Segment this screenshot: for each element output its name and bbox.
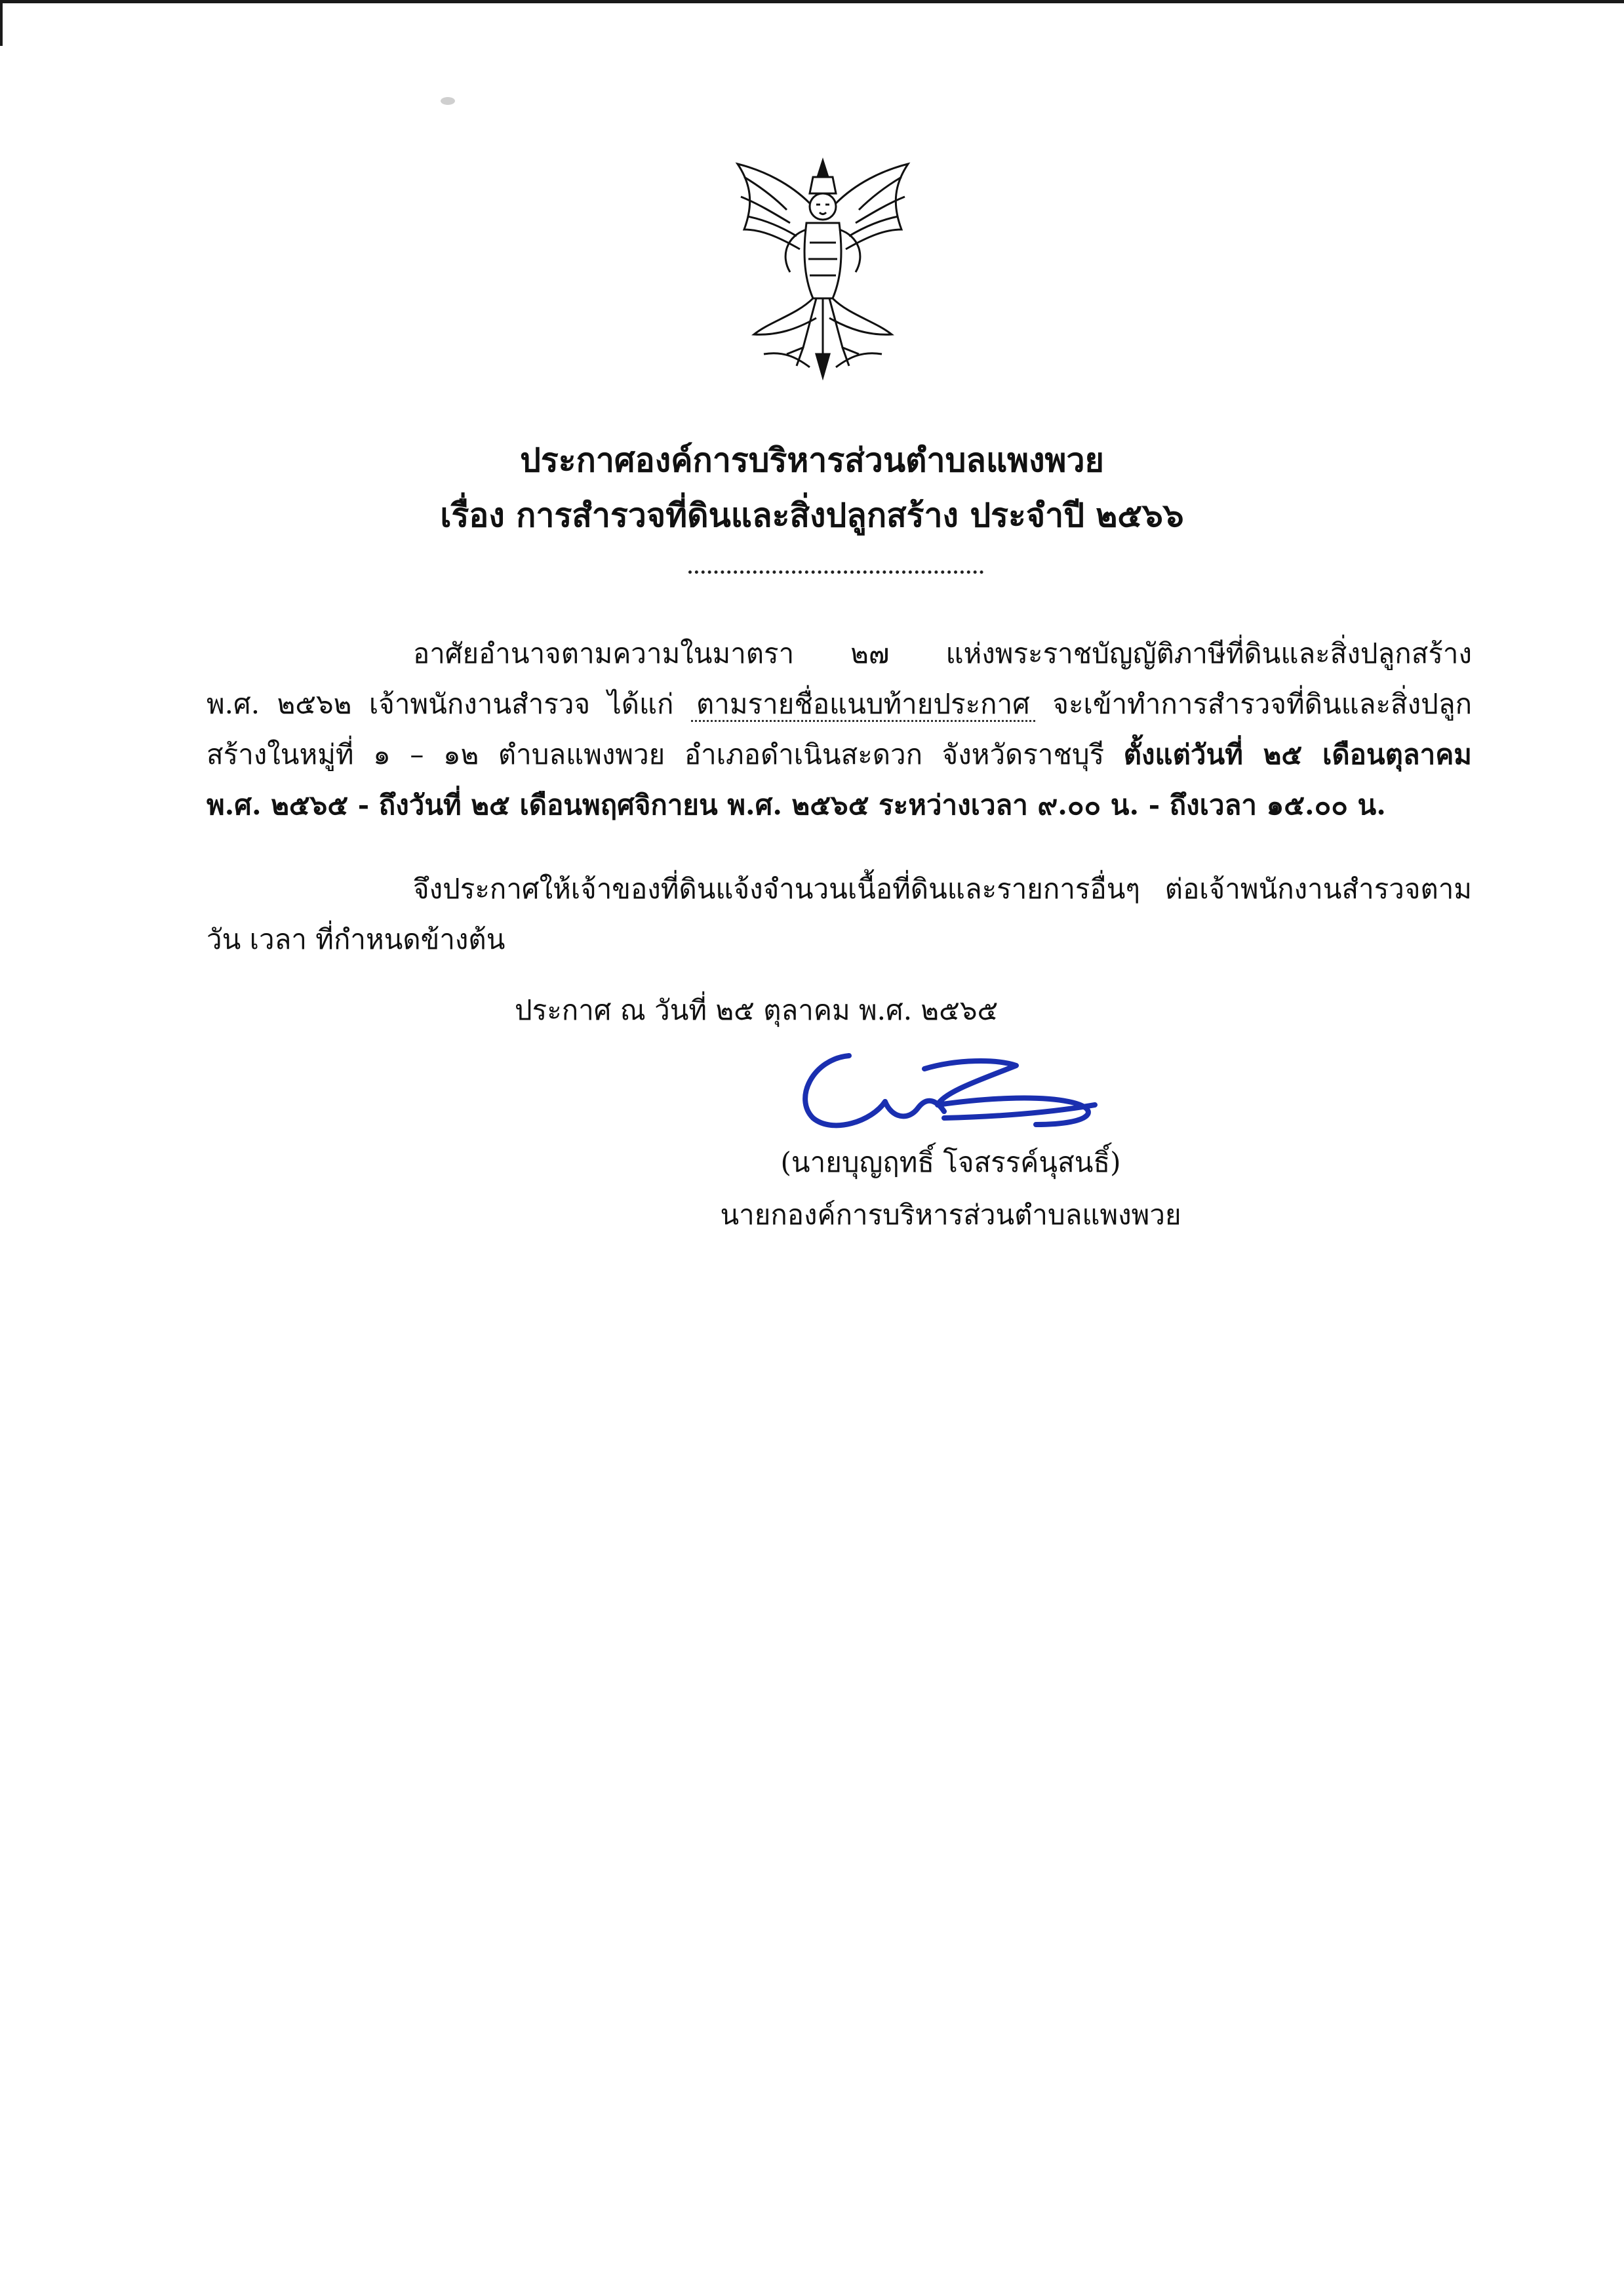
paragraph-authority <box>207 628 1472 830</box>
paragraph-line <box>207 679 1472 729</box>
garuda-emblem-icon <box>724 157 921 380</box>
paragraph-line <box>207 729 1472 780</box>
paragraph-line: วัน เวลา ที่กำหนดข้างต้น <box>207 923 505 955</box>
signer-name: (นายบุญฤทธิ์ โจสรรค์นุสนธิ์) <box>780 1146 1121 1178</box>
scan-edge-top <box>0 0 1624 3</box>
surveyor-fill-in: ตามรายชื่อแนบท้ายประกาศ <box>691 688 1035 722</box>
survey-period: พ.ศ. ๒๕๖๕ - ถึงวันที่ ๒๕ เดือนพฤศจิกายน พ.ศ. ๒๕๖๕ ระหว่างเวลา ๙.๐๐ น. - ถึงเวลา ๑๕.๐๐ น. <box>207 789 1386 821</box>
signature-image <box>787 1039 1167 1138</box>
signer-position: นายกองค์การบริหารส่วนตำบลแพงพวย <box>720 1199 1181 1231</box>
paragraph-line: อาศัยอำนาจตามความในมาตรา ๒๗ แห่งพระราชบัญญัติภาษีที่ดินและสิ่งปลูกสร้าง <box>413 637 1472 669</box>
heading-separator <box>688 564 983 574</box>
survey-start-date: ตั้งแต่วันที่ ๒๕ เดือนตุลาคม <box>1123 738 1472 770</box>
announcement-heading <box>0 433 1624 543</box>
announcement-date: ประกาศ ณ วันที่ ๒๕ ตุลาคม พ.ศ. ๒๕๖๕ <box>515 994 999 1026</box>
paragraph-notice <box>207 864 1472 965</box>
scan-speck <box>441 97 455 105</box>
paragraph-line: จึงประกาศให้เจ้าของที่ดินแจ้งจำนวนเนื้อที่ดินและรายการอื่นๆ ต่อเจ้าพนักงานสำรวจตาม <box>413 873 1472 905</box>
announcement-title: ประกาศองค์การบริหารส่วนตำบลแพงพวย <box>520 441 1104 479</box>
scan-edge-left <box>0 0 3 46</box>
paragraph-text: สร้างในหมู่ที่ ๑ – ๑๒ ตำบลแพงพวย อำเภอดำเนินสะดวก จังหวัดราชบุรี <box>207 738 1105 770</box>
paragraph-text: จะเข้าทำการสำรวจที่ดินและสิ่งปลูก <box>1052 688 1472 720</box>
announcement-subject: เรื่อง การสำรวจที่ดินและสิ่งปลูกสร้าง ประจำปี ๒๕๖๖ <box>440 496 1184 534</box>
paragraph-text: พ.ศ. ๒๕๖๒ เจ้าพนักงานสำรวจ ได้แก่ <box>207 688 674 720</box>
